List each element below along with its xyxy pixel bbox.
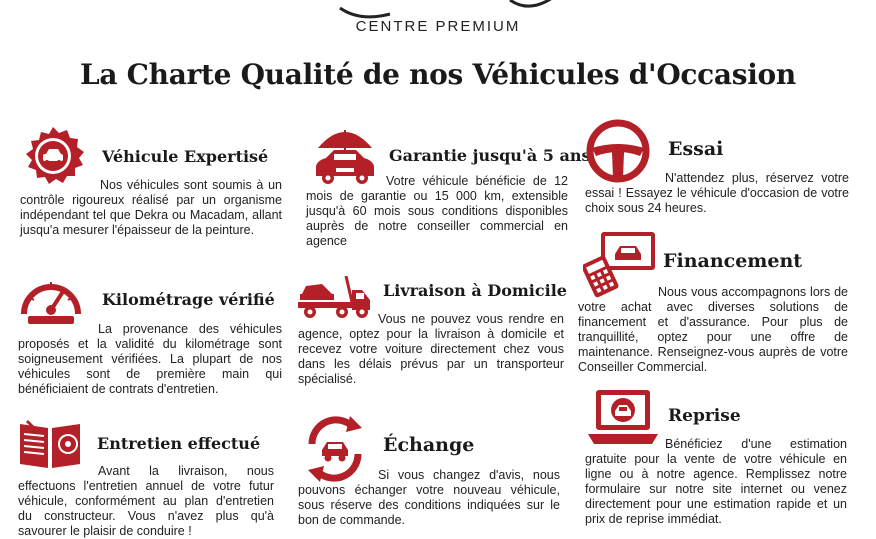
feature-description: Si vous changez d'avis, nous pouvons échanger votre nouveau véhicule, sous réserve des conditions indiquées sur le bon de commande. [298,468,560,527]
brand-name: CENTRE PREMIUM [355,18,521,35]
maintenance-manual-icon [18,418,86,470]
feature-title: Essai [668,138,724,160]
feature-title: Kilométrage vérifié [102,290,275,309]
feature-description: Votre véhicule bénéficie de 12 mois de garantie ou 15 000 km, extensible jusqu'à 60 mois sous conditions disponibles auprès de notre conseiller commercial en agence [306,174,568,248]
feature-title: Entretien effectué [97,434,261,453]
feature-description: Bénéficiez d'une estimation gratuite pour la vente de votre véhicule en ligne ou à notre agence. Remplissez notre formulaire sur notre site internet ou venez directement pour une estimation rapide et un prix de reprise immédiat. [585,437,847,526]
feature-title: Garantie jusqu'à 5 ans [389,146,591,165]
feature-description: Avant la livraison, nous effectuons l'entretien annuel de votre futur véhicule, conformément au plan d'entretien du constructeur. Vous n'avez plus qu'à savourer le plaisir de conduire ! [18,464,274,538]
page-title: La Charte Qualité de nos Véhicules d'Occasion [79,58,796,91]
feature-description: Vous ne pouvez vous rendre en agence, optez pour la livraison à domicile et recevez votre voiture directement chez vous dans les délais prévus par un transporteur spécialisé. [298,312,564,386]
feature-title: Livraison à Domicile [383,281,567,300]
speedometer-icon [18,270,84,326]
feature-description: Nos véhicules sont soumis à un contrôle rigoureux réalisé par un organisme indépendant tel que Dekra ou Macadam, allant jusqu'a mesurer l'épaisseur de la peinture. [20,178,282,237]
feature-title: Financement [663,250,803,272]
feature-description: La provenance des véhicules proposés et la validité du kilométrage sont soigneusement vérifiées. La plupart de nos véhicules sont de première main qui bénéficiaient de contrats d'entretien. [18,322,282,396]
feature-title: Reprise [668,406,741,426]
feature-title: Véhicule Expertisé [102,147,269,166]
feature-description: Nous vous accompagnons lors de votre achat avec diverses solutions de financement et d'assurance. Pour plus de tranquillité, optez pour une offre de maintenance. Renseignez-vous auprès de votre Conseiller Commercial. [578,285,848,374]
feature-title: Échange [383,434,475,456]
brand-logo-swoosh [330,0,570,20]
feature-description: N'attendez plus, réservez votre essai ! Essayez le véhicule d'occasion de votre choix sous 24 heures. [585,171,849,215]
